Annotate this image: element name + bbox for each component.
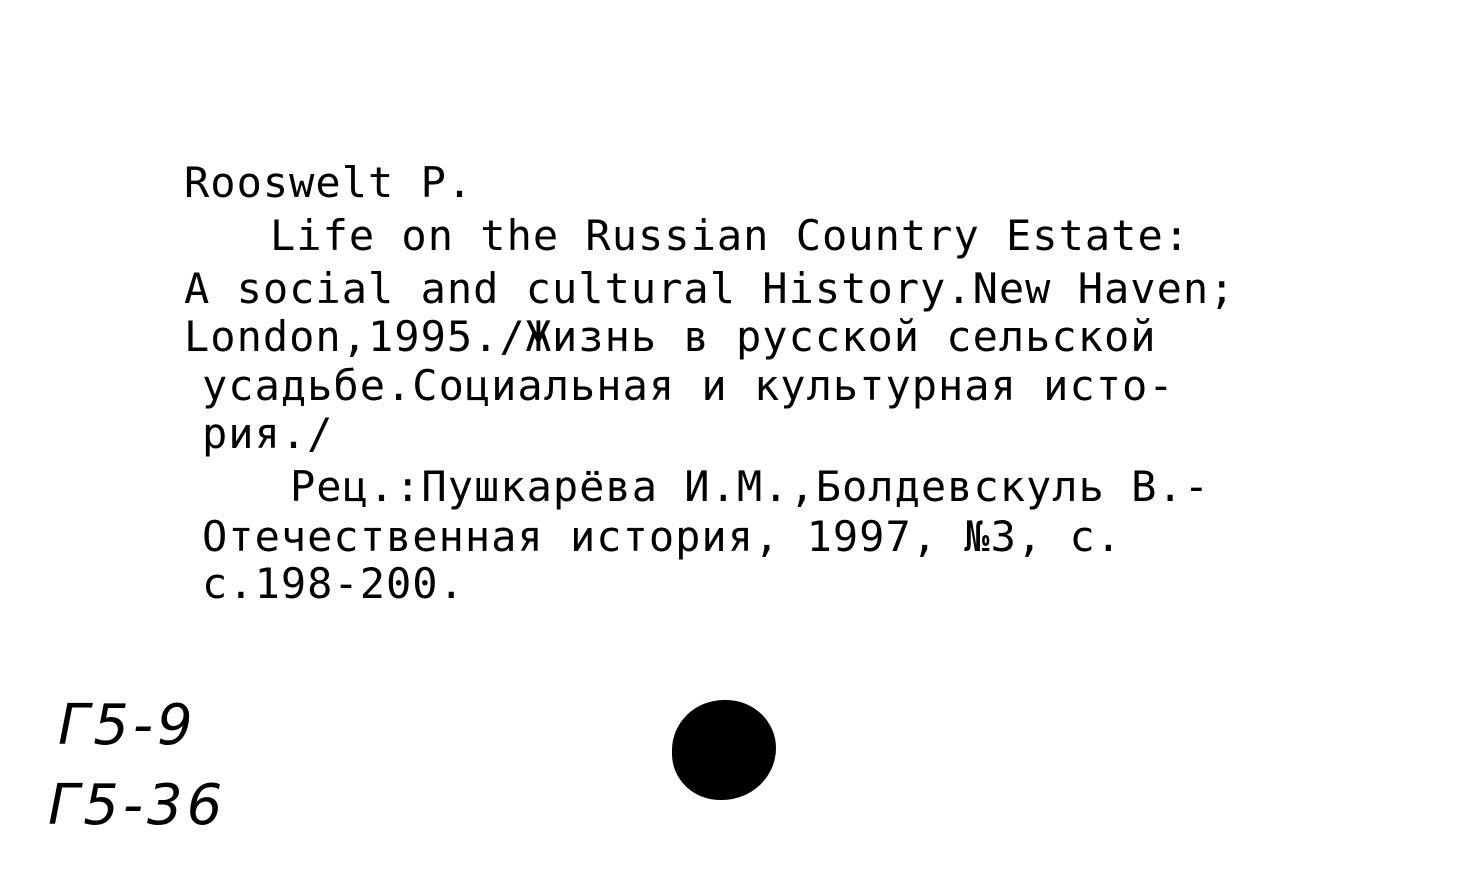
review-line-2: Отечественная история, 1997, №3, с. <box>202 512 1123 561</box>
review-line-1: Рец.:Пушкарёва И.М.,Болдевскуль В.- <box>290 462 1211 511</box>
punch-hole <box>672 700 776 800</box>
title-line-2: A social and cultural History.New Haven; <box>184 264 1236 313</box>
title-line-3: London,1995./Жизнь в русской сельской <box>184 312 1157 361</box>
shelf-mark-1: Г5-9 <box>58 693 197 758</box>
title-line-4: усадьбе.Социальная и культурная исто- <box>202 361 1175 410</box>
review-line-3: с.198-200. <box>202 559 465 608</box>
author-name: Rooswelt P. <box>184 158 474 207</box>
title-line-5: рия./ <box>202 409 334 458</box>
title-line-1: Life on the Russian Country Estate: <box>270 211 1191 260</box>
shelf-mark-2: Г5-36 <box>48 773 227 838</box>
